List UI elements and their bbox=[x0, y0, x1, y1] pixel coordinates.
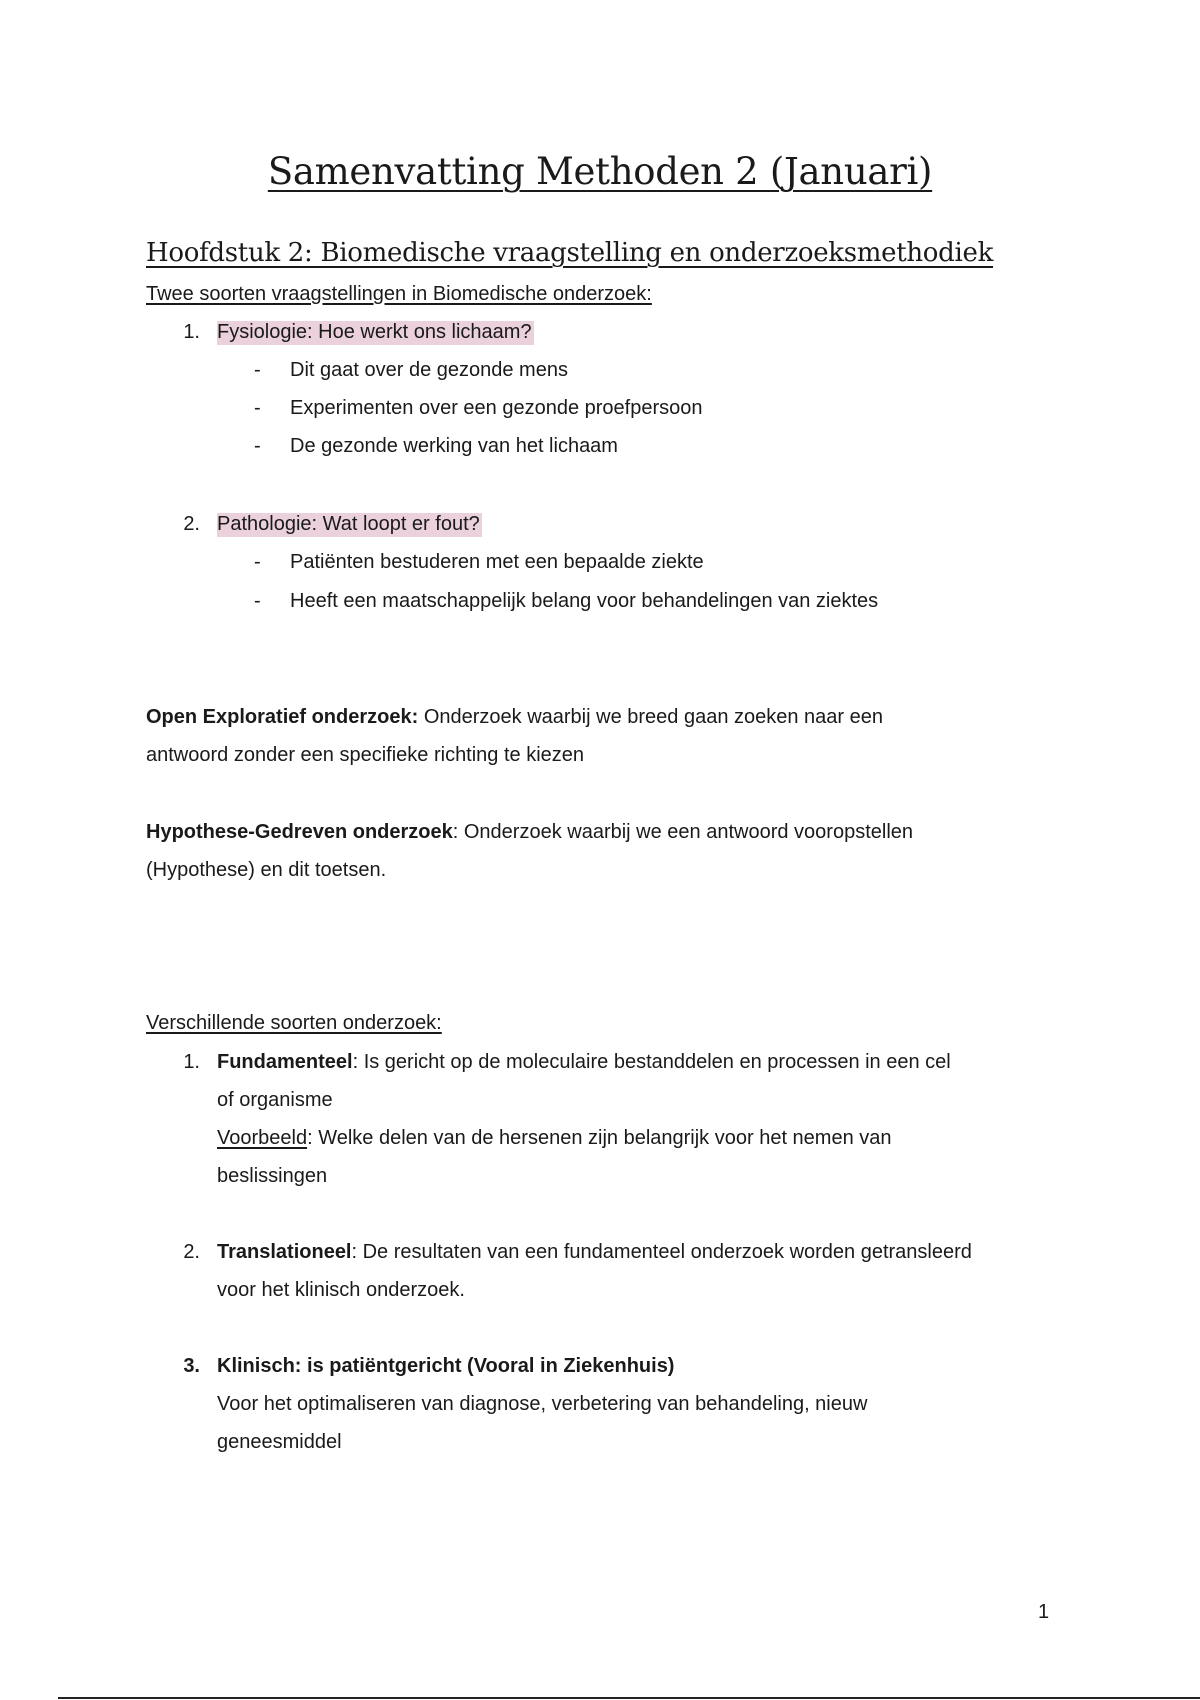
list-item-klinisch: Klinisch: is patiëntgericht (Vooral in Ziekenhuis) bbox=[217, 1355, 675, 1377]
example-label: Voorbeeld bbox=[217, 1127, 308, 1149]
list-number: 1. bbox=[183, 1051, 200, 1073]
bullet-dash: - bbox=[254, 590, 261, 612]
list-item-label bbox=[217, 512, 482, 536]
list-item-term: Fundamenteel bbox=[217, 1051, 353, 1073]
list-item-translationeel bbox=[217, 1240, 972, 1264]
list-item-text-line2: voor het klinisch onderzoek. bbox=[217, 1279, 465, 1301]
definition-text: : Onderzoek waarbij we een antwoord vooropstellen bbox=[452, 821, 914, 843]
list-item-text: : Is gericht op de moleculaire bestanddelen en processen in een cel bbox=[352, 1051, 951, 1073]
list-item-text-line2: of organisme bbox=[217, 1089, 333, 1111]
document-title: Samenvatting Methoden 2 (Januari) bbox=[267, 150, 933, 193]
section1-intro: Twee soorten vraagstellingen in Biomedische onderzoek: bbox=[146, 283, 652, 305]
bullet-dash: - bbox=[254, 359, 261, 381]
definition-term: Hypothese-Gedreven onderzoek bbox=[146, 821, 453, 843]
list-number: 2. bbox=[183, 1241, 200, 1263]
example-text-line2: beslissingen bbox=[217, 1165, 328, 1187]
list-item-text: Voor het optimaliseren van diagnose, verbetering van behandeling, nieuw bbox=[217, 1393, 868, 1415]
list-item-text-line2: geneesmiddel bbox=[217, 1431, 342, 1453]
list-number: 1. bbox=[183, 321, 200, 343]
bullet-text: Dit gaat over de gezonde mens bbox=[290, 359, 568, 381]
bullet-dash: - bbox=[254, 397, 261, 419]
bullet-text: Experimenten over een gezonde proefpersoon bbox=[290, 397, 703, 419]
list-number: 3. bbox=[183, 1355, 200, 1377]
highlight-pathologie: Pathologie: Wat loopt er fout? bbox=[217, 513, 480, 535]
definition-hypothese bbox=[146, 820, 913, 844]
example-line bbox=[217, 1126, 892, 1150]
page-bottom-divider bbox=[58, 1697, 1200, 1699]
list-number: 2. bbox=[183, 513, 200, 535]
list-item-fundamenteel bbox=[217, 1050, 951, 1074]
list-item-text: : De resultaten van een fundamenteel onderzoek worden getransleerd bbox=[351, 1241, 972, 1263]
definition-text: Onderzoek waarbij we breed gaan zoeken naar een bbox=[418, 706, 884, 728]
chapter-heading: Hoofdstuk 2: Biomedische vraagstelling en onderzoeksmethodiek bbox=[146, 238, 994, 268]
list-item-term: Translationeel bbox=[217, 1241, 352, 1263]
example-text: : Welke delen van de hersenen zijn belangrijk voor het nemen van bbox=[307, 1127, 892, 1149]
bullet-text: De gezonde werking van het lichaam bbox=[290, 435, 618, 457]
bullet-dash: - bbox=[254, 551, 261, 573]
definition-text-line2: (Hypothese) en dit toetsen. bbox=[146, 859, 387, 881]
definition-text-line2: antwoord zonder een specifieke richting te kiezen bbox=[146, 744, 585, 766]
bullet-dash: - bbox=[254, 435, 261, 457]
page-number: 1 bbox=[1038, 1601, 1050, 1623]
list-item-label bbox=[217, 320, 534, 344]
definition-term: Open Exploratief onderzoek: bbox=[146, 706, 419, 728]
definition-open-exploratief bbox=[146, 705, 883, 729]
highlight-fysiologie: Fysiologie: Hoe werkt ons lichaam? bbox=[217, 321, 532, 343]
bullet-text: Heeft een maatschappelijk belang voor behandelingen van ziektes bbox=[290, 590, 879, 612]
bullet-text: Patiënten bestuderen met een bepaalde ziekte bbox=[290, 551, 704, 573]
section2-intro: Verschillende soorten onderzoek: bbox=[146, 1012, 442, 1034]
